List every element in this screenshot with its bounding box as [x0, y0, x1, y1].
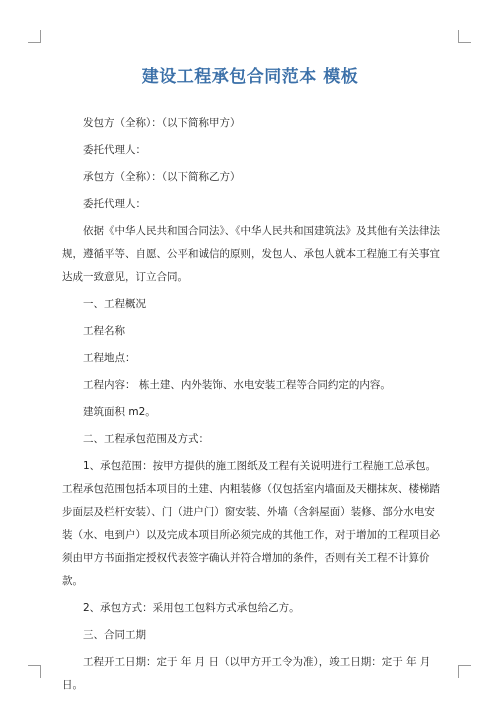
project-location-line: 工程地点： [83, 352, 136, 364]
document-body [62, 112, 440, 701]
party-a-agent-line: 委托代理人： [83, 144, 146, 156]
party-b-agent-line: 委托代理人： [83, 198, 146, 210]
building-area-line: 建筑面积 m2。 [83, 406, 156, 418]
section-heading-duration: 三、合同工期 [83, 629, 146, 641]
project-content-line: 工程内容： 栋土建、内外装饰、水电安装工程等合同约定的内容。 [83, 379, 391, 391]
page-corner-mark-top-right [458, 30, 471, 43]
project-name-line: 工程名称 [83, 325, 125, 337]
page-corner-mark-bottom-left [28, 665, 41, 678]
document-title: 建设工程承包合同范本 模板 [141, 67, 359, 87]
duration-line: 工程开工日期：定于 年 月 日（以甲方开工令为准），竣工日期：定于 年 月 日。 [62, 656, 431, 691]
page-corner-mark-top-left [28, 30, 41, 43]
party-b-line: 承包方（全称）：（以下简称乙方） [83, 171, 241, 183]
page-corner-mark-bottom-right [458, 665, 471, 678]
contract-method-line: 2、承包方式：采用包工包料方式承包给乙方。 [83, 602, 300, 614]
legal-basis-paragraph: 依据《中华人民共和国合同法》、《中华人民共和国建筑法》及其他有关法律法规，遵循平等、自愿、公平和诚信的原则，发包人、承包人就本工程施工有关事宜达成一致意见，订立合同。 [62, 225, 440, 283]
section-heading-overview: 一、工程概况 [83, 298, 146, 310]
section-heading-scope: 二、工程承包范围及方式： [83, 433, 209, 445]
scope-paragraph: 1、承包范围：按甲方提供的施工图纸及工程有关说明进行工程施工总承包。工程承包范围包括本项目的土建、内粗装修（仅包括室内墙面及天棚抹灰、楼梯踏步面层及栏杆安装）、门（进户门）窗安装、外墙（含斜屋面）装修、部分水电安装（水、电到户）以及完成本项目所必须完成的其他工作，对于增加的工程项目必须由甲方书面指定授权代表签字确认并符合增加的条件，否则有关工程不计算价款。 [62, 460, 440, 587]
party-a-line: 发包方（全称）：（以下简称甲方） [83, 117, 241, 129]
